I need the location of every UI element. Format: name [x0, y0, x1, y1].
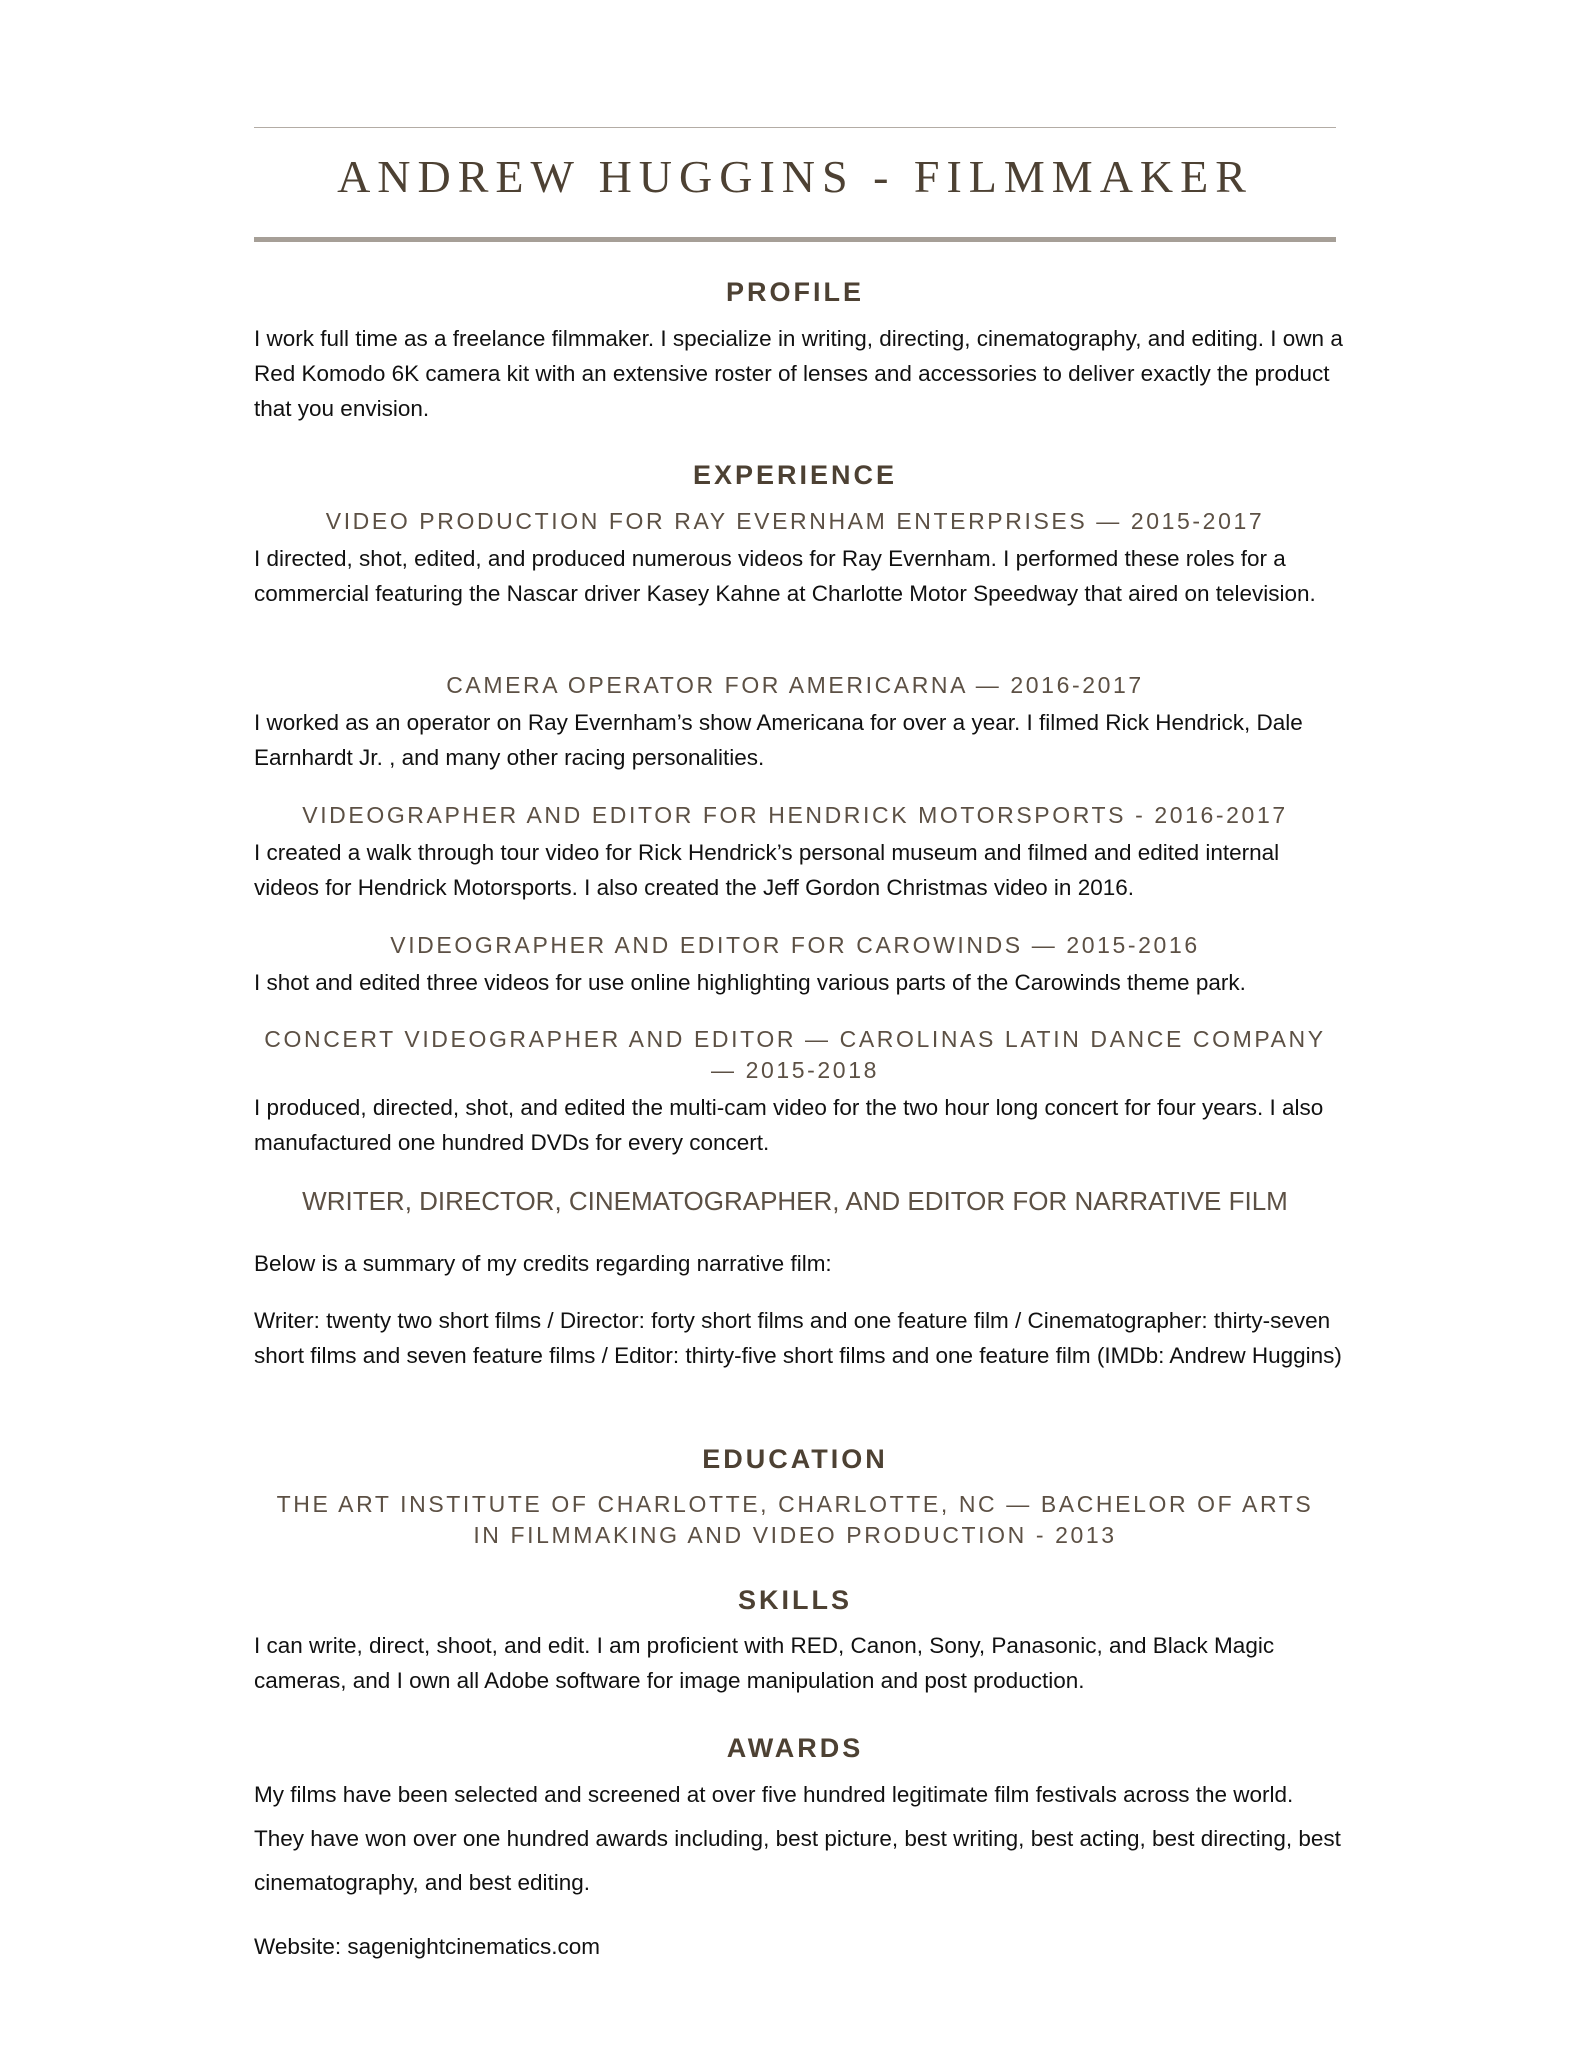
job-title-5: CONCERT VIDEOGRAPHER AND EDITOR — CAROLINAS LATIN DANCE COMPANY — 2015-2018 [264, 1026, 1326, 1083]
job-text-2: I worked as an operator on Ray Evernham’s show Americana for over a year. I filmed Rick Hendrick, Dale Earnhardt Jr. , and many other racing personalities. [254, 710, 1303, 770]
education-text: THE ART INSTITUTE OF CHARLOTTE, CHARLOTTE, NC — BACHELOR OF ARTS IN FILMMAKING AND VIDEO PRODUCTION - 2013 [276, 1491, 1314, 1548]
experience-heading: EXPERIENCE [692, 460, 898, 490]
awards-heading: AWARDS [726, 1733, 864, 1763]
job-text-3: I created a walk through tour video for Rick Hendrick’s personal museum and filmed and edited internal videos for Hendrick Motorsports. I also created the Jeff Gordon Christmas video in 2016. [254, 840, 1280, 900]
profile-heading: PROFILE [725, 277, 864, 307]
job-title-1: VIDEO PRODUCTION FOR RAY EVERNHAM ENTERPRISES — 2015-2017 [325, 508, 1265, 534]
job-title-4: VIDEOGRAPHER AND EDITOR FOR CAROWINDS — 2015-2016 [390, 932, 1200, 958]
top-rule [254, 127, 1336, 128]
job-text-4: I shot and edited three videos for use online highlighting various parts of the Carowinds theme park. [254, 970, 1246, 995]
narrative-title: WRITER, DIRECTOR, CINEMATOGRAPHER, AND EDITOR FOR NARRATIVE FILM [302, 1186, 1288, 1216]
job-text-5: I produced, directed, shot, and edited the multi-cam video for the two hour long concert for four years. I also manufactured one hundred DVDs for every concert. [254, 1095, 1324, 1155]
job-text-1: I directed, shot, edited, and produced numerous videos for Ray Evernham. I performed these roles for a commercial featuring the Nascar driver Kasey Kahne at Charlotte Motor Speedway that aired on television. [254, 546, 1316, 606]
title-underline [254, 237, 1336, 242]
name-title: ANDREW HUGGINS - FILMMAKER [337, 151, 1253, 202]
website-link[interactable]: Website: sagenightcinematics.com [254, 1934, 600, 1959]
profile-text: I work full time as a freelance filmmaker. I specialize in writing, directing, cinematography, and editing. I own a Red Komodo 6K camera kit with an extensive roster of lenses and accessories to deliver exactly the product that you envision. [254, 326, 1343, 421]
education-heading: EDUCATION [702, 1444, 888, 1474]
job-title-3: VIDEOGRAPHER AND EDITOR FOR HENDRICK MOTORSPORTS - 2016-2017 [302, 802, 1288, 828]
skills-text: I can write, direct, shoot, and edit. I am proficient with RED, Canon, Sony, Panasonic, and Black Magic cameras, and I own all Adobe software for image manipulation and post production. [254, 1633, 1275, 1693]
narrative-intro: Below is a summary of my credits regarding narrative film: [254, 1251, 832, 1276]
job-title-2: CAMERA OPERATOR FOR AMERICARNA — 2016-2017 [446, 672, 1144, 698]
skills-heading: SKILLS [737, 1585, 852, 1615]
narrative-credits: Writer: twenty two short films / Director: forty short films and one feature film / Cinematographer: thirty-seven short films and seven feature films / Editor: thirty-five short films and one feature film (IMDb: Andrew Huggins) [254, 1308, 1342, 1368]
awards-text: My films have been selected and screened at over five hundred legitimate film festivals across the world. They have won over one hundred awards including, best picture, best writing, best acting, best directing, best cinematography, and best editing. [254, 1782, 1341, 1895]
